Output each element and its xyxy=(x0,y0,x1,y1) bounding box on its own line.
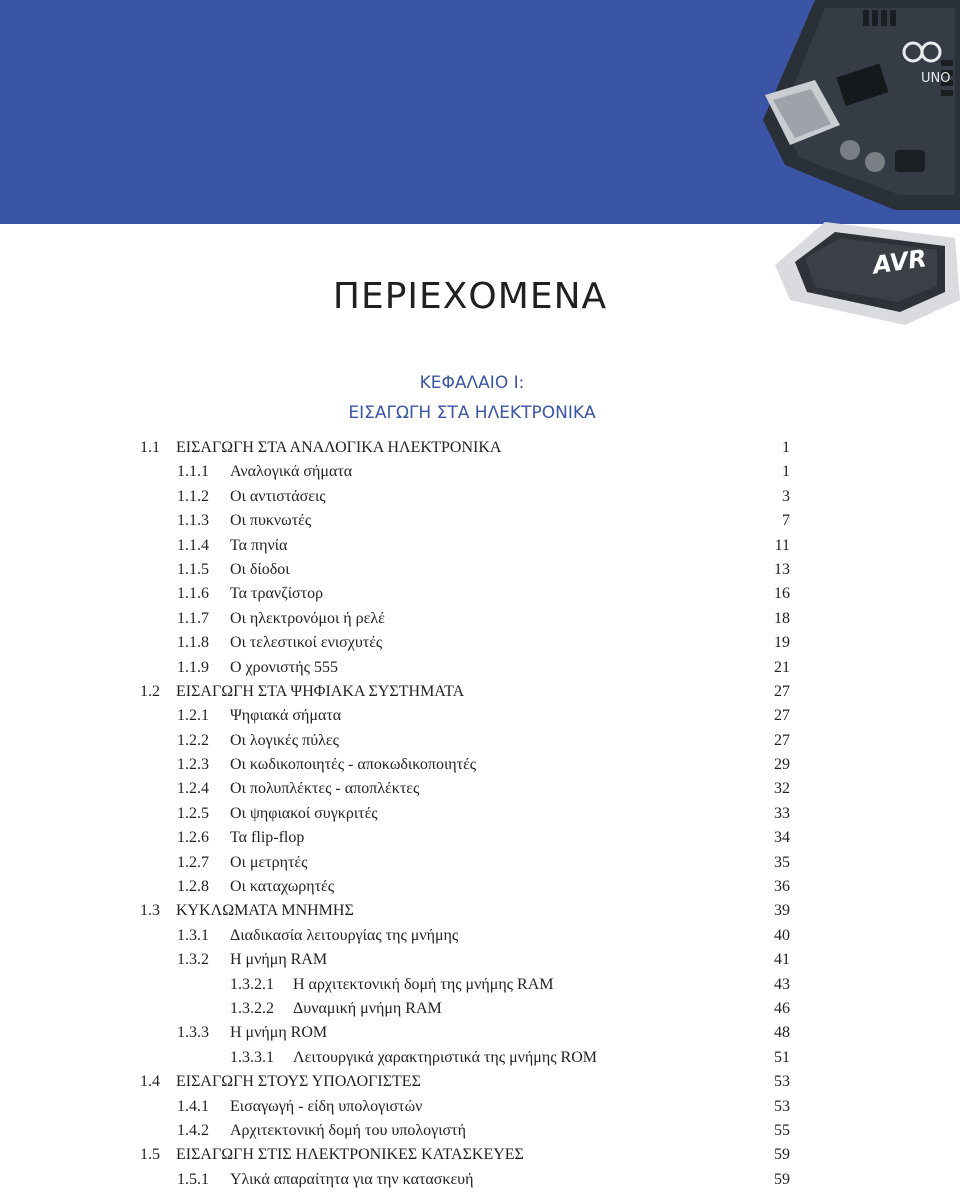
toc-entry-title: Αναλογικά σήματα xyxy=(230,463,353,481)
toc-entry-title: ΕΙΣΑΓΩΓΗ ΣΤΑ ΑΝΑΛΟΓΙΚΑ ΗΛΕΚΤΡΟΝΙΚΑ xyxy=(176,439,502,456)
toc-entry-number: 1.5.1 xyxy=(177,1170,209,1188)
toc-entry-number: 1.3.1 xyxy=(177,926,209,944)
toc-entry-page: 27 xyxy=(774,682,790,700)
toc-entry-title: Οι μετρητές xyxy=(230,853,308,871)
toc-entry[interactable] xyxy=(0,851,960,875)
toc-entry-number: 1.3.2 xyxy=(177,951,209,969)
toc-entry[interactable] xyxy=(0,997,960,1021)
toc-entry-page: 1 xyxy=(782,463,790,481)
toc-entry-page: 59 xyxy=(774,1170,790,1188)
toc-entry-number: 1.1.9 xyxy=(177,658,209,676)
toc-entry-page: 55 xyxy=(774,1121,790,1139)
toc-entry-number: 1.3.3 xyxy=(177,1024,209,1042)
toc-entry[interactable] xyxy=(0,656,960,680)
toc-entry[interactable] xyxy=(0,582,960,606)
toc-entry-page: 43 xyxy=(774,975,790,993)
toc-entry-title: Οι πολυπλέκτες - αποπλέκτες xyxy=(230,780,420,798)
toc-entry-page: 11 xyxy=(774,536,790,554)
toc-entry-page: 41 xyxy=(774,951,790,969)
toc-entry-page: 51 xyxy=(774,1048,790,1066)
toc-entry[interactable] xyxy=(0,826,960,850)
toc-entry-number: 1.2.7 xyxy=(177,853,209,871)
toc-entry-number: 1.4.1 xyxy=(177,1097,209,1115)
chip-label: AVR xyxy=(871,244,929,280)
toc-entry-title: Αρχιτεκτονική δομή του υπολογιστή xyxy=(230,1121,466,1139)
toc-entry-page: 21 xyxy=(774,658,790,676)
toc-entry-page: 3 xyxy=(782,487,790,505)
toc-entry-title: Οι λογικές πύλες xyxy=(230,731,339,749)
toc-entry-page: 13 xyxy=(774,560,790,578)
toc-entry[interactable] xyxy=(0,631,960,655)
toc-entry-title: Οι καταχωρητές xyxy=(230,878,335,896)
toc-entry-number: 1.2.3 xyxy=(177,756,209,774)
toc-entry-number: 1.2.5 xyxy=(177,804,209,822)
toc-entry[interactable] xyxy=(0,607,960,631)
toc-entry-title: Οι ψηφιακοί συγκριτές xyxy=(230,804,378,822)
toc-entry-number: 1.1.1 xyxy=(177,463,209,481)
toc-entry-title: Οι δίοδοι xyxy=(230,560,290,578)
toc-entry[interactable] xyxy=(0,1046,960,1070)
toc-entry-title: Οι ηλεκτρονόμοι ή ρελέ xyxy=(230,609,385,627)
toc-entry-title: Διαδικασία λειτουργίας της μνήμης xyxy=(230,926,459,944)
toc-entry[interactable] xyxy=(0,973,960,997)
toc-entry-page: 46 xyxy=(774,999,790,1017)
toc-entry[interactable] xyxy=(0,460,960,484)
toc-entry-page: 35 xyxy=(774,853,790,871)
toc-entry-page: 48 xyxy=(774,1024,790,1042)
toc-entry-title: Δυναμική μνήμη RAM xyxy=(293,999,442,1017)
toc-entry-number: 1.1.6 xyxy=(177,585,209,603)
toc-entry-number: 1.5 xyxy=(140,1146,160,1164)
toc-entry-number: 1.2 xyxy=(140,682,160,700)
toc-entry-title: Ο χρονιστής 555 xyxy=(230,658,338,676)
toc-entry-title: Οι αντιστάσεις xyxy=(230,487,326,505)
toc-entry-page: 39 xyxy=(774,902,790,920)
toc-entry-title: ΚΥΚΛΩΜΑΤΑ ΜΝΗΜΗΣ xyxy=(176,902,354,920)
toc-entry[interactable] xyxy=(0,948,960,972)
toc-entry[interactable] xyxy=(0,534,960,558)
toc-entry-page: 1 xyxy=(782,439,790,456)
chapter-label: ΚΕΦΑΛΑΙΟ I: xyxy=(419,373,525,393)
toc-entry-number: 1.2.2 xyxy=(177,731,209,749)
table-of-contents xyxy=(0,436,960,1192)
toc-entry-page: 16 xyxy=(774,585,790,603)
toc-entry-page: 36 xyxy=(774,878,790,896)
chapter-name: ΕΙΣΑΓΩΓΗ ΣΤΑ ΗΛΕΚΤΡΟΝΙΚΑ xyxy=(348,403,596,423)
toc-entry-number: 1.4.2 xyxy=(177,1121,209,1139)
toc-entry-title: Οι τελεστικοί ενισχυτές xyxy=(230,634,383,652)
toc-entry[interactable] xyxy=(0,875,960,899)
toc-entry-title: Οι κωδικοποιητές - αποκωδικοποιητές xyxy=(230,756,477,774)
toc-entry-title: Η αρχιτεκτονική δομή της μνήμης RAM xyxy=(293,975,554,993)
toc-entry[interactable] xyxy=(0,802,960,826)
toc-entry-page: 18 xyxy=(774,609,790,627)
toc-entry-number: 1.1 xyxy=(140,439,160,456)
toc-entry[interactable] xyxy=(0,558,960,582)
toc-entry-number: 1.2.1 xyxy=(177,707,209,725)
toc-entry-number: 1.3 xyxy=(140,902,160,920)
toc-entry-title: Λειτουργικά χαρακτηριστικά της μνήμης ROM xyxy=(293,1048,597,1066)
toc-entry-page: 40 xyxy=(774,926,790,944)
toc-entry[interactable] xyxy=(0,924,960,948)
toc-entry-page: 59 xyxy=(774,1146,790,1164)
toc-entry-number: 1.1.8 xyxy=(177,634,209,652)
toc-entry-title: Η μνήμη ROM xyxy=(230,1024,328,1042)
toc-entry[interactable] xyxy=(0,1095,960,1119)
toc-entry[interactable] xyxy=(0,729,960,753)
toc-entry[interactable] xyxy=(0,704,960,728)
toc-entry-title: Οι πυκνωτές xyxy=(230,512,312,530)
toc-entry[interactable] xyxy=(0,1168,960,1192)
toc-entry-number: 1.1.2 xyxy=(177,487,209,505)
toc-entry-title: Τα τρανζίστορ xyxy=(230,585,324,603)
toc-entry-page: 32 xyxy=(774,780,790,798)
toc-entry-page: 7 xyxy=(782,512,790,530)
toc-entry-page: 27 xyxy=(774,731,790,749)
arduino-board xyxy=(763,0,960,210)
toc-entry[interactable] xyxy=(0,436,960,460)
toc-entry-page: 27 xyxy=(774,707,790,725)
toc-entry-title: Ψηφιακά σήματα xyxy=(230,707,342,725)
toc-entry-number: 1.1.4 xyxy=(177,536,209,554)
toc-entry-number: 1.2.8 xyxy=(177,878,209,896)
toc-entry-page: 53 xyxy=(774,1073,790,1091)
toc-entry-number: 1.4 xyxy=(140,1073,160,1091)
toc-entry-page: 53 xyxy=(774,1097,790,1115)
toc-entry[interactable] xyxy=(0,777,960,801)
toc-entry[interactable] xyxy=(0,753,960,777)
toc-entry-title: ΕΙΣΑΓΩΓΗ ΣΤΙΣ ΗΛΕΚΤΡΟΝΙΚΕΣ ΚΑΤΑΣΚΕΥΕΣ xyxy=(176,1146,524,1164)
toc-entry[interactable] xyxy=(0,1119,960,1143)
toc-entry-number: 1.1.3 xyxy=(177,512,209,530)
toc-entry-page: 33 xyxy=(774,804,790,822)
toc-entry[interactable] xyxy=(0,1021,960,1045)
board-label: UNO xyxy=(921,71,951,86)
toc-entry-title: Τα πηνία xyxy=(230,536,288,554)
toc-entry-number: 1.2.4 xyxy=(177,780,209,798)
toc-entry[interactable] xyxy=(0,680,960,704)
toc-entry[interactable] xyxy=(0,1070,960,1094)
toc-entry-number: 1.3.2.1 xyxy=(230,975,274,993)
toc-entry-title: Η μνήμη RAM xyxy=(230,951,328,969)
page-title: ΠΕΡΙΕΧΟΜΕΝΑ xyxy=(332,276,608,317)
toc-entry[interactable] xyxy=(0,899,960,923)
toc-entry-title: Εισαγωγή - είδη υπολογιστών xyxy=(230,1097,423,1115)
toc-entry-title: Υλικά απαραίτητα για την κατασκευή xyxy=(230,1170,474,1188)
toc-entry[interactable] xyxy=(0,1143,960,1167)
toc-entry-number: 1.1.5 xyxy=(177,560,209,578)
toc-entry-page: 34 xyxy=(774,829,790,847)
toc-entry-number: 1.1.7 xyxy=(177,609,209,627)
toc-entry-title: Τα flip-flop xyxy=(230,829,305,847)
toc-entry-page: 29 xyxy=(774,756,790,774)
toc-entry-title: ΕΙΣΑΓΩΓΗ ΣΤΑ ΨΗΦΙΑΚΑ ΣΥΣΤΗΜΑΤΑ xyxy=(176,682,465,700)
toc-entry[interactable] xyxy=(0,485,960,509)
toc-entry-page: 19 xyxy=(774,634,790,652)
toc-entry-number: 1.2.6 xyxy=(177,829,209,847)
toc-entry-title: ΕΙΣΑΓΩΓΗ ΣΤΟΥΣ ΥΠΟΛΟΓΙΣΤΕΣ xyxy=(176,1073,421,1091)
toc-entry-number: 1.3.2.2 xyxy=(230,999,274,1017)
toc-entry[interactable] xyxy=(0,509,960,533)
toc-entry-number: 1.3.3.1 xyxy=(230,1048,274,1066)
